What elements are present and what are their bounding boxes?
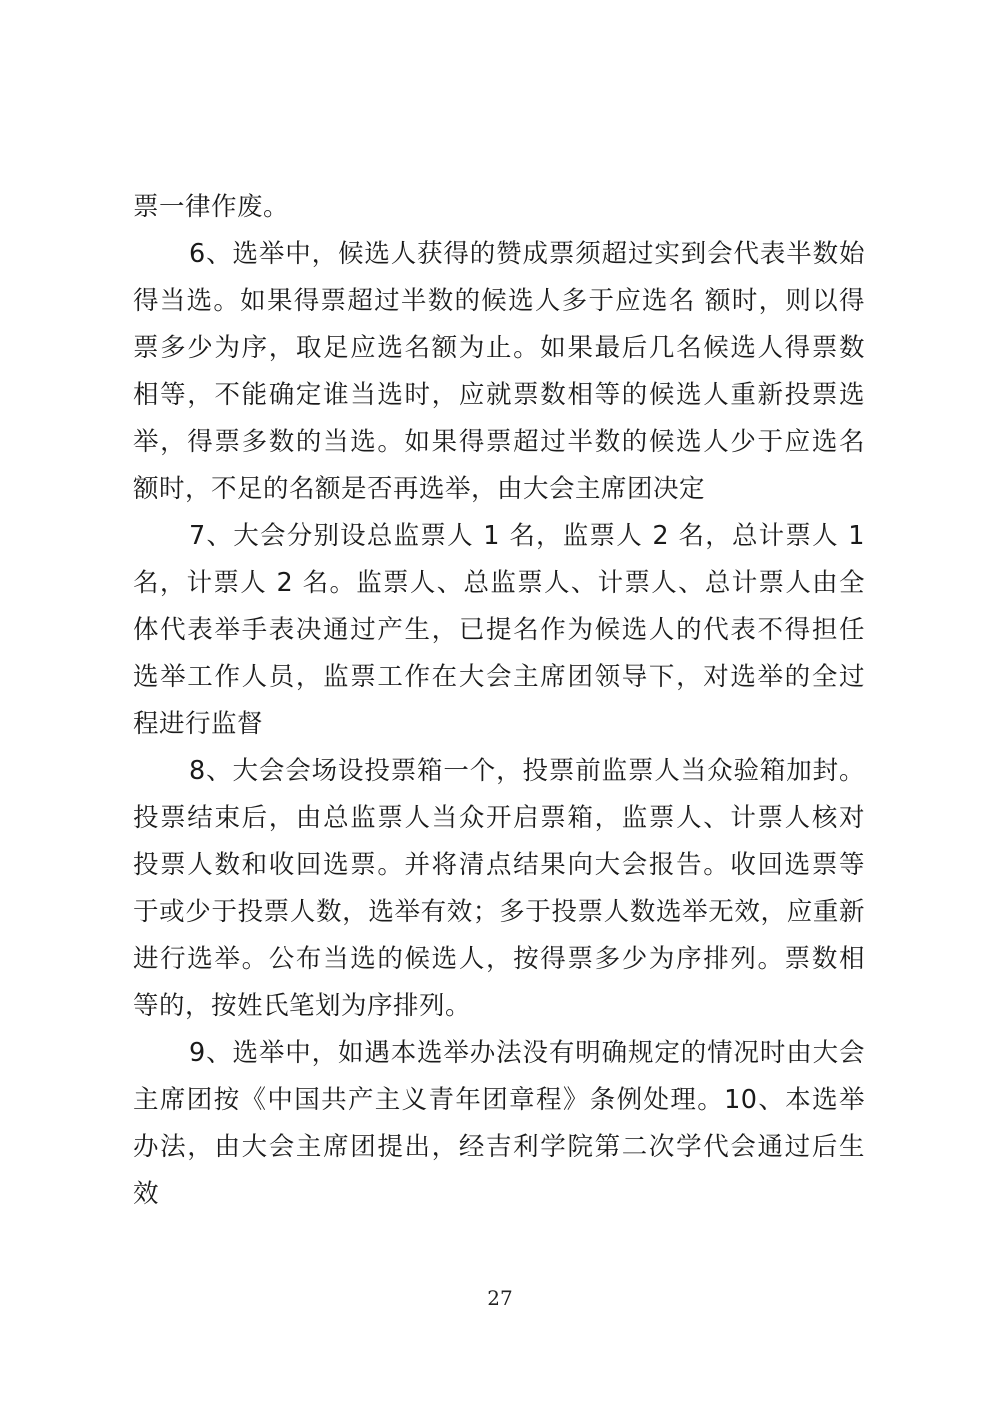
document-body (133, 184, 865, 1218)
text-line: 6、选举中，候选人获得的赞成票须超过实到会代表半数始 (189, 239, 865, 269)
text-line: 9、选举中，如遇本选举办法没有明确规定的情况时由大会 (189, 1038, 865, 1068)
text-line: 于或少于投票人数，选举有效；多于投票人数选举无效，应重新 (133, 897, 865, 927)
text-line: 额时，不足的名额是否再选举，由大会主席团决定 (133, 474, 706, 504)
text-line: 相等，不能确定谁当选时，应就票数相等的候选人重新投票选 (133, 380, 865, 410)
text-line: 主席团按《中国共产主义青年团章程》条例处理。10、本选举 (133, 1085, 865, 1115)
page-number: 27 (487, 1286, 513, 1310)
text-line: 举，得票多数的当选。如果得票超过半数的候选人少于应选名 (133, 427, 865, 457)
text-line: 8、大会会场设投票箱一个，投票前监票人当众验箱加封。 (189, 756, 865, 786)
text-line: 投票结束后，由总监票人当众开启票箱，监票人、计票人核对 (133, 803, 865, 833)
text-line: 名，计票人 2 名。监票人、总监票人、计票人、总计票人由全 (133, 568, 865, 598)
text-line: 投票人数和收回选票。并将清点结果向大会报告。收回选票等 (133, 850, 865, 880)
text-line: 票一律作废。 (133, 192, 290, 222)
text-line: 选举工作人员，监票工作在大会主席团领导下，对选举的全过 (133, 662, 865, 692)
text-line: 进行选举。公布当选的候选人，按得票多少为序排列。票数相 (133, 944, 865, 974)
text-line: 等的，按姓氏笔划为序排列。 (133, 991, 472, 1021)
text-line: 得当选。如果得票超过半数的候选人多于应选名 额时，则以得 (133, 286, 865, 316)
text-line: 程进行监督 (133, 709, 264, 739)
text-line: 7、大会分别设总监票人 1 名，监票人 2 名，总计票人 1 (189, 521, 865, 551)
text-line: 体代表举手表决通过产生，已提名作为候选人的代表不得担任 (133, 615, 865, 645)
text-line: 效 (133, 1179, 160, 1209)
text-line: 办法，由大会主席团提出，经吉利学院第二次学代会通过后生 (133, 1132, 865, 1162)
text-line: 票多少为序，取足应选名额为止。如果最后几名候选人得票数 (133, 333, 865, 363)
